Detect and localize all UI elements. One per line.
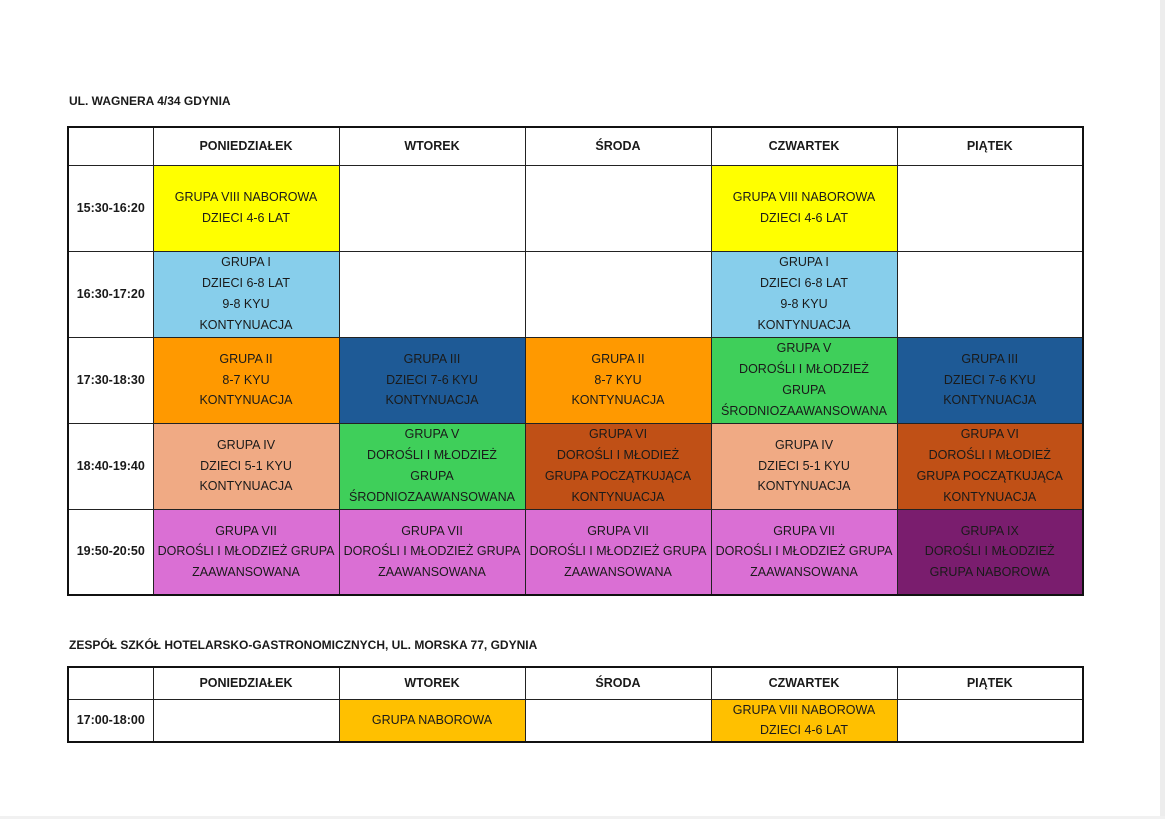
class-line: GRUPA NABOROWA bbox=[371, 712, 493, 727]
class-cell bbox=[525, 337, 711, 423]
time-slot-label: 19:50-20:50 bbox=[68, 509, 153, 595]
class-line: GRUPA VIII NABOROWA bbox=[732, 190, 876, 205]
class-line: DOROŚLI I MŁODZIEŻ GRUPA bbox=[529, 544, 707, 559]
class-line: ZAAWANSOWANA bbox=[564, 565, 672, 580]
empty-cell bbox=[897, 699, 1083, 742]
class-cell bbox=[153, 509, 339, 595]
class-line: GRUPA IV bbox=[216, 437, 276, 452]
class-line: GRUPA III bbox=[403, 351, 461, 366]
time-slot-label: 17:00-18:00 bbox=[68, 699, 153, 742]
time-slot-label: 15:30-16:20 bbox=[68, 165, 153, 251]
time-slot-label: 16:30-17:20 bbox=[68, 251, 153, 337]
class-line: KONTYNUACJA bbox=[199, 317, 293, 332]
class-cell bbox=[153, 251, 339, 337]
class-line: GRUPA VII bbox=[401, 523, 463, 538]
location-heading-wagnera: UL. WAGNERA 4/34 GDYNIA bbox=[69, 94, 231, 108]
day-header: CZWARTEK bbox=[711, 127, 897, 165]
class-line: GRUPA IX bbox=[960, 523, 1019, 538]
day-header: WTOREK bbox=[339, 127, 525, 165]
class-line: GRUPA I bbox=[779, 255, 829, 270]
empty-cell bbox=[153, 699, 339, 742]
class-line: 8-7 KYU bbox=[594, 372, 642, 387]
class-line: DZIECI 4-6 LAT bbox=[202, 211, 290, 225]
empty-cell bbox=[525, 165, 711, 251]
class-line: DOROŚLI I MŁODZIEŻ GRUPA bbox=[157, 544, 335, 559]
class-line: GRUPA V bbox=[404, 427, 460, 442]
class-line: GRUPA IV bbox=[774, 437, 834, 452]
schedule-table-wagnera bbox=[67, 126, 1084, 596]
empty-cell bbox=[525, 251, 711, 337]
class-line: DZIECI 6-8 LAT bbox=[202, 276, 290, 291]
class-line: GRUPA VIII NABOROWA bbox=[732, 702, 876, 717]
class-cell bbox=[711, 423, 897, 509]
time-slot-row bbox=[68, 251, 1083, 337]
class-line: KONTYNUACJA bbox=[757, 317, 851, 332]
time-slot-row bbox=[68, 509, 1083, 595]
class-line: GRUPA VI bbox=[588, 427, 648, 442]
class-line: ŚRODNIOZAAWANSOWANA bbox=[349, 489, 515, 504]
day-header: PONIEDZIAŁEK bbox=[153, 667, 339, 699]
class-line: DZIECI 4-6 LAT bbox=[760, 723, 848, 738]
time-slot-row bbox=[68, 423, 1083, 509]
class-line: GRUPA VI bbox=[960, 427, 1019, 442]
class-line: GRUPA NABOROWA bbox=[929, 565, 1050, 580]
class-line: DOROŚLI I MŁODZIEŻ bbox=[739, 362, 869, 377]
class-cell bbox=[339, 337, 525, 423]
class-cell bbox=[525, 509, 711, 595]
page-edge bbox=[1160, 0, 1165, 819]
class-cell bbox=[711, 509, 897, 595]
schedule-table-morska bbox=[67, 666, 1084, 743]
class-line: KONTYNUACJA bbox=[757, 479, 851, 494]
class-line: KONTYNUACJA bbox=[199, 479, 293, 494]
class-line: DZIECI 5-1 KYU bbox=[200, 458, 292, 473]
class-line: GRUPA II bbox=[591, 351, 645, 366]
class-line: GRUPA III bbox=[961, 351, 1019, 366]
class-line: KONTYNUACJA bbox=[199, 393, 293, 408]
class-line: 8-7 KYU bbox=[222, 372, 270, 387]
day-header: PONIEDZIAŁEK bbox=[153, 127, 339, 165]
class-line: GRUPA bbox=[410, 469, 454, 483]
day-header: CZWARTEK bbox=[711, 667, 897, 699]
day-header: ŚRODA bbox=[525, 667, 711, 699]
corner-cell bbox=[68, 127, 153, 165]
class-line: GRUPA POCZĄTKUJĄCA bbox=[916, 469, 1063, 483]
class-line: DOROŚLI I MŁODIEŻ bbox=[928, 448, 1051, 463]
day-header: PIĄTEK bbox=[897, 127, 1083, 165]
class-line: ZAAWANSOWANA bbox=[192, 565, 300, 580]
class-cell bbox=[711, 165, 897, 251]
class-cell bbox=[153, 337, 339, 423]
class-cell bbox=[153, 423, 339, 509]
class-line: DOROŚLI I MŁODZIEŻ GRUPA bbox=[715, 544, 893, 559]
class-line: GRUPA bbox=[782, 383, 826, 397]
class-line: GRUPA POCZĄTKUJĄCA bbox=[544, 469, 692, 483]
class-line: DOROŚLI I MŁODIEŻ bbox=[556, 448, 680, 463]
class-cell bbox=[711, 251, 897, 337]
class-line: DZIECI 7-6 KYU bbox=[386, 372, 478, 387]
class-cell bbox=[153, 165, 339, 251]
class-line: KONTYNUACJA bbox=[385, 393, 479, 408]
class-line: KONTYNUACJA bbox=[571, 393, 665, 408]
class-line: KONTYNUACJA bbox=[943, 489, 1037, 504]
class-line: DOROŚLI I MŁODZIEŻ bbox=[367, 448, 497, 463]
class-line: DZIECI 5-1 KYU bbox=[758, 458, 850, 473]
class-line: GRUPA VII bbox=[773, 523, 835, 538]
class-line: GRUPA VII bbox=[587, 523, 649, 538]
header-row bbox=[68, 667, 1083, 699]
class-line: ZAAWANSOWANA bbox=[378, 565, 486, 580]
class-line: DZIECI 6-8 LAT bbox=[760, 276, 848, 291]
time-slot-row bbox=[68, 165, 1083, 251]
class-line: DOROŚLI I MŁODZIEŻ bbox=[924, 544, 1055, 559]
class-line: GRUPA V bbox=[776, 341, 832, 356]
class-line: KONTYNUACJA bbox=[571, 489, 665, 504]
class-line: ŚRODNIOZAAWANSOWANA bbox=[721, 403, 887, 418]
class-cell bbox=[339, 699, 525, 742]
empty-cell bbox=[339, 165, 525, 251]
time-slot-row bbox=[68, 337, 1083, 423]
class-line: KONTYNUACJA bbox=[943, 393, 1037, 408]
day-header: PIĄTEK bbox=[897, 667, 1083, 699]
location-heading-morska: ZESPÓŁ SZKÓŁ HOTELARSKO-GASTRONOMICZNYCH, UL. MORSKA 77, GDYNIA bbox=[69, 638, 538, 652]
class-line: GRUPA II bbox=[219, 351, 273, 366]
empty-cell bbox=[339, 251, 525, 337]
class-line: DZIECI 7-6 KYU bbox=[943, 372, 1036, 387]
class-line: DZIECI 4-6 LAT bbox=[760, 211, 848, 225]
class-cell bbox=[897, 509, 1083, 595]
class-cell bbox=[711, 699, 897, 742]
day-header: WTOREK bbox=[339, 667, 525, 699]
class-line: ZAAWANSOWANA bbox=[750, 565, 858, 580]
empty-cell bbox=[897, 165, 1083, 251]
class-line: 9-8 KYU bbox=[222, 297, 270, 311]
class-line: 9-8 KYU bbox=[780, 297, 828, 311]
class-cell bbox=[339, 509, 525, 595]
class-cell bbox=[897, 423, 1083, 509]
time-slot-label: 18:40-19:40 bbox=[68, 423, 153, 509]
class-cell bbox=[525, 423, 711, 509]
class-line: DOROŚLI I MŁODZIEŻ GRUPA bbox=[343, 544, 521, 559]
corner-cell bbox=[68, 667, 153, 699]
class-line: GRUPA VII bbox=[215, 523, 277, 538]
time-slot-row bbox=[68, 699, 1083, 742]
empty-cell bbox=[525, 699, 711, 742]
class-cell bbox=[897, 337, 1083, 423]
time-slot-label: 17:30-18:30 bbox=[68, 337, 153, 423]
class-line: GRUPA I bbox=[221, 255, 271, 270]
class-line: GRUPA VIII NABOROWA bbox=[174, 190, 318, 205]
class-cell bbox=[339, 423, 525, 509]
day-header: ŚRODA bbox=[525, 127, 711, 165]
header-row bbox=[68, 127, 1083, 165]
empty-cell bbox=[897, 251, 1083, 337]
class-cell bbox=[711, 337, 897, 423]
